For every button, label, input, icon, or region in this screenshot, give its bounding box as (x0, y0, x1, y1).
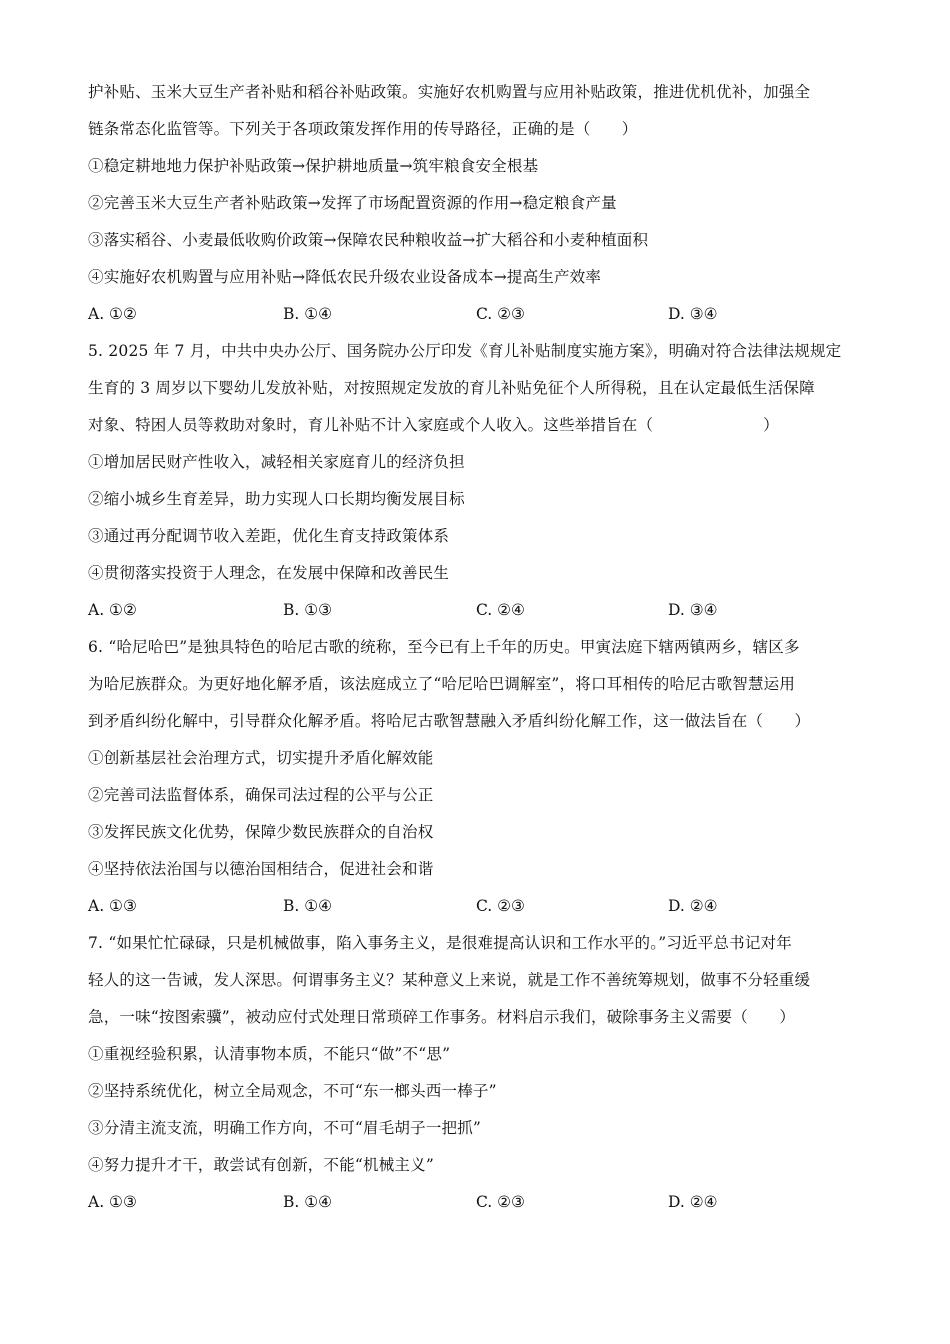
question-7-statement-4: ④努力提升才干，敢尝试有创新，不能“机械主义” (88, 1156, 434, 1174)
question-4-statement-2: ②完善玉米大豆生产者补贴政策→发挥了市场配置资源的作用→稳定粮食产量 (88, 194, 617, 212)
question-7-statement-1: ①重视经验积累，认清事物本质，不能只“做”不“思” (88, 1045, 451, 1063)
question-5-option-a: A. ①② (88, 601, 137, 619)
question-7-stem-line: 轻人的这一告诫，发人深思。何谓事务主义？某种意义上来说，就是工作不善统筹规划，做事不分轻重缓 (88, 971, 811, 989)
question-7-option-c: C. ②③ (476, 1193, 525, 1211)
question-6-options (88, 888, 878, 925)
question-5-statement-4: ④贯彻落实投资于人理念，在发展中保障和改善民生 (88, 564, 450, 582)
question-5-statement-2: ②缩小城乡生育差异，助力实现人口长期均衡发展目标 (88, 490, 465, 508)
question-4-statement-4: ④实施好农机购置与应用补贴→降低农民升级农业设备成本→提高生产效率 (88, 268, 602, 286)
question-6-option-b: B. ①④ (283, 897, 333, 915)
question-7-stem-line: 急，一味“按图索骥”，被动应付式处理日常琐碎工作事务。材料启示我们，破除事务主义需要（ ） (88, 1008, 796, 1026)
question-5-statement-3: ③通过再分配调节收入差距，优化生育支持政策体系 (88, 527, 450, 545)
question-6-statement-2: ②完善司法监督体系，确保司法过程的公平与公正 (88, 786, 434, 804)
question-7-statement-2: ②坚持系统优化，树立全局观念，不可“东一榔头西一棒子” (88, 1082, 497, 1100)
question-5-option-d: D. ③④ (668, 601, 718, 619)
question-6-stem-line: 为哈尼族群众。为更好地化解矛盾，该法庭成立了“哈尼哈巴调解室”，将口耳相传的哈尼古歌智慧运用 (88, 675, 796, 693)
question-4-option-a: A. ①② (88, 305, 137, 323)
question-4-statement-1: ①稳定耕地地力保护补贴政策→保护耕地质量→筑牢粮食安全根基 (88, 157, 539, 175)
question-7-options (88, 1184, 878, 1221)
question-7-option-a: A. ①③ (88, 1193, 137, 1211)
question-7 (88, 925, 878, 1221)
question-4-stem-line: 护补贴、玉米大豆生产者补贴和稻谷补贴政策。实施好农机购置与应用补贴政策，推进优机优补，加强全 (88, 83, 811, 101)
question-4-statement-3: ③落实稻谷、小麦最低收购价政策→保障农民种粮收益→扩大稻谷和小麦种植面积 (88, 231, 649, 249)
question-5-option-c: C. ②④ (476, 601, 525, 619)
question-5-stem-line: 对象、特困人员等救助对象时，育儿补贴不计入家庭或个人收入。这些举措旨在（ ） (88, 416, 779, 434)
question-5-statement-1: ①增加居民财产性收入，减轻相关家庭育儿的经济负担 (88, 453, 465, 471)
question-4-option-d: D. ③④ (668, 305, 718, 323)
question-6-option-c: C. ②③ (476, 897, 525, 915)
question-4-options (88, 296, 878, 333)
exam-page (88, 74, 878, 1221)
question-6-option-d: D. ②④ (668, 897, 718, 915)
question-5-stem-line: 5. 2025 年 7 月，中共中央办公厅、国务院办公厅印发《育儿补贴制度实施方案》，明确对符合法律法规规定 (88, 342, 842, 360)
question-6 (88, 629, 878, 925)
question-5-options (88, 592, 878, 629)
question-7-stem-line: 7. “如果忙忙碌碌，只是机械做事，陷入事务主义，是很难提高认识和工作水平的。”习近平总书记对年 (88, 934, 792, 952)
question-6-stem-line: 到矛盾纠纷化解中，引导群众化解矛盾。将哈尼古歌智慧融入矛盾纠纷化解工作，这一做法旨在（ ） (88, 712, 811, 730)
question-7-option-b: B. ①④ (283, 1193, 333, 1211)
question-6-statement-3: ③发挥民族文化优势，保障少数民族群众的自治权 (88, 823, 434, 841)
question-7-option-d: D. ②④ (668, 1193, 718, 1211)
question-6-statement-4: ④坚持依法治国与以德治国相结合，促进社会和谐 (88, 860, 434, 878)
question-4-stem-line: 链条常态化监管等。下列关于各项政策发挥作用的传导路径，正确的是（ ） (88, 120, 638, 138)
question-5-stem-line: 生育的 3 周岁以下婴幼儿发放补贴，对按照规定发放的育儿补贴免征个人所得税，且在认定最低生活保障 (88, 379, 815, 397)
question-7-statement-3: ③分清主流支流，明确工作方向，不可“眉毛胡子一把抓” (88, 1119, 482, 1137)
question-6-statement-1: ①创新基层社会治理方式，切实提升矛盾化解效能 (88, 749, 434, 767)
question-6-stem-line: 6. “哈尼哈巴”是独具特色的哈尼古歌的统称，至今已有上千年的历史。甲寅法庭下辖两镇两乡，辖区多 (88, 638, 800, 656)
question-4-option-b: B. ①④ (283, 305, 333, 323)
question-6-option-a: A. ①③ (88, 897, 137, 915)
question-4-option-c: C. ②③ (476, 305, 525, 323)
question-4 (88, 74, 878, 333)
question-5-option-b: B. ①③ (283, 601, 333, 619)
question-5 (88, 333, 878, 629)
